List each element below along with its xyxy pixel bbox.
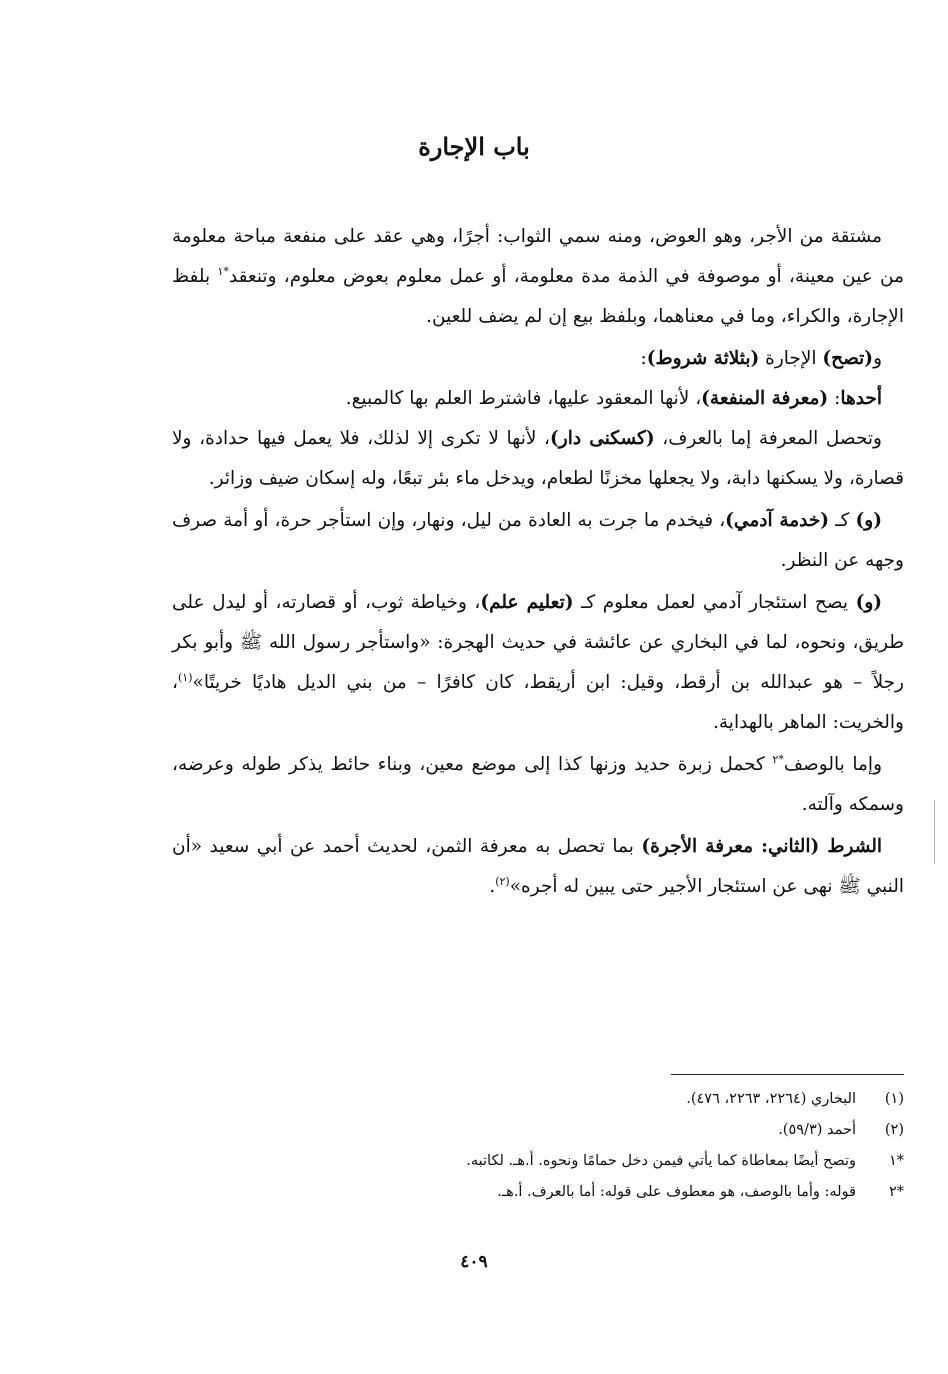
- footnote-ref-2[interactable]: (٢): [495, 874, 510, 888]
- first-label: أحدها: [840, 388, 882, 409]
- footnote-item: [330, 1177, 904, 1208]
- matn-three-conditions: (بثلاثة شروط): [646, 348, 760, 369]
- colon-text: :: [828, 388, 841, 409]
- condition-label: الشرط: [819, 836, 882, 857]
- paragraph-teaching: [172, 583, 904, 743]
- teaching-text-c: ، والخريت: الماهر بالهداية.: [172, 672, 904, 733]
- definition-text: مشتقة من الأجر، وهو العوض، ومنه سمي الثواب: أجرًا، وهي عقد على منفعة مباحة معلومة من عين معينة، أو موصوفة في الذمة مدة معلومة، أو عمل معلوم بعوض معلوم، وتنعقد: [172, 226, 904, 287]
- service-text: ، فيخدم ما جرت به العادة من ليل، ونهار، وإن استأجر حرة، أو أمة صرف وجهه عن النظر.: [172, 510, 904, 571]
- footnote-text: البخاري (٢٢٦٤، ٢٢٦٣، ٤٧٦).: [686, 1091, 856, 1107]
- footnote-separator: [671, 1074, 904, 1075]
- paragraph-service: [172, 501, 904, 581]
- footnote-text: وتصح أيضًا بمعاطاة كما يأتي فيمن دخل حمامًا ونحوه. أ.هـ. لكاتبه.: [466, 1153, 856, 1169]
- colon-text: :: [640, 348, 647, 369]
- footnote-item: [330, 1146, 904, 1177]
- description-text-b: كحمل زبرة حديد وزنها كذا إلى موضع معين، وبناء حائط يذكر طوله وعرضه، وسمكه وآلته.: [172, 754, 904, 815]
- matn-tasih: (تصح): [822, 348, 874, 369]
- wage-text: بما تحصل به معرفة الثمن، لحديث أحمد عن أبي سعيد «أن النبي ﷺ نهى عن استئجار الأجير حتى يبين له أجره»: [172, 836, 904, 897]
- footnote-mark: (٢): [884, 1122, 904, 1138]
- teaching-text-b: ، وخياطة ثوب، أو قصارته، أو ليدل على طريق، ونحوه، لما في البخاري عن عائشة في حديث الهجرة: «واستأجر رسول الله ﷺ وأبو بكر رجلاً – هو عبدالله بن أرقط، وقيل: ابن أريقط، كان كافرًا – من بني الديل هاديًا خريتًا»: [172, 592, 904, 693]
- page-number: ٤٠٩: [460, 1252, 488, 1272]
- custom-text-a: وتحصل المعرفة إما بالعرف،: [654, 428, 882, 449]
- custom-text-b: ، لأنها لا تكرى إلا لذلك، فلا يعمل فيها حدادة، ولا قصارة، ولا يسكنها دابة، ولا يجعلها مخزنًا لطعام، ويدخل ماء بئر تبعًا، وله إسكان ضيف وزائر.: [172, 428, 904, 489]
- footnote-item: [330, 1084, 904, 1115]
- paragraph-conditions: [172, 339, 904, 379]
- definition-tail: بلفظ الإجارة، والكراء، وما في معناهما، وبلفظ بيع إن لم يضف للعين.: [172, 266, 904, 327]
- footnote-mark: *٢: [888, 1184, 904, 1200]
- matn-wage-knowledge: (الثاني: معرفة الأجرة): [641, 836, 820, 857]
- ijara-word: الإجارة: [759, 348, 823, 369]
- footnote-mark: *١: [888, 1153, 904, 1169]
- footnote-mark: (١): [884, 1091, 904, 1107]
- main-text: [172, 217, 904, 907]
- footnote-text: قوله: وأما بالوصف، هو معطوف على قوله: أما بالعرف. أ.هـ.: [497, 1184, 856, 1200]
- teaching-text-a: يصح استئجار آدمي لعمل معلوم كـ: [573, 592, 856, 613]
- paragraph-first-condition: [172, 379, 904, 419]
- note-marker-2: *٢: [772, 752, 784, 766]
- matn-waw: (و): [855, 510, 882, 531]
- paragraph-description: [172, 745, 904, 825]
- footnotes: [330, 1084, 904, 1208]
- description-text-a: وإما بالوصف: [783, 754, 882, 775]
- matn-waw: (و): [855, 592, 883, 613]
- period-text: .: [489, 876, 496, 897]
- footnote-text: أحمد (٥٩/٣).: [778, 1122, 856, 1138]
- footnote-item: [330, 1115, 904, 1146]
- conj-text: و: [873, 348, 882, 369]
- matn-house: (كسكنى دار): [550, 428, 655, 449]
- chapter-title: باب الإجارة: [418, 132, 530, 161]
- note-marker-1: *١: [217, 264, 229, 278]
- paragraph-custom: [172, 419, 904, 499]
- paragraph-definition: [172, 217, 904, 337]
- footnote-ref-1[interactable]: (١): [177, 670, 193, 684]
- scan-edge-mark: [934, 800, 935, 864]
- matn-benefit-knowledge: (معرفة المنفعة): [701, 388, 829, 409]
- matn-teaching: (تعليم علم): [480, 592, 574, 613]
- matn-service: (خدمة آدمي): [725, 510, 830, 531]
- first-condition-text: ، لأنها المعقود عليها، فاشترط العلم بها كالمبيع.: [345, 388, 702, 409]
- paragraph-second-condition: [172, 827, 904, 907]
- service-kaf: كـ: [829, 510, 856, 531]
